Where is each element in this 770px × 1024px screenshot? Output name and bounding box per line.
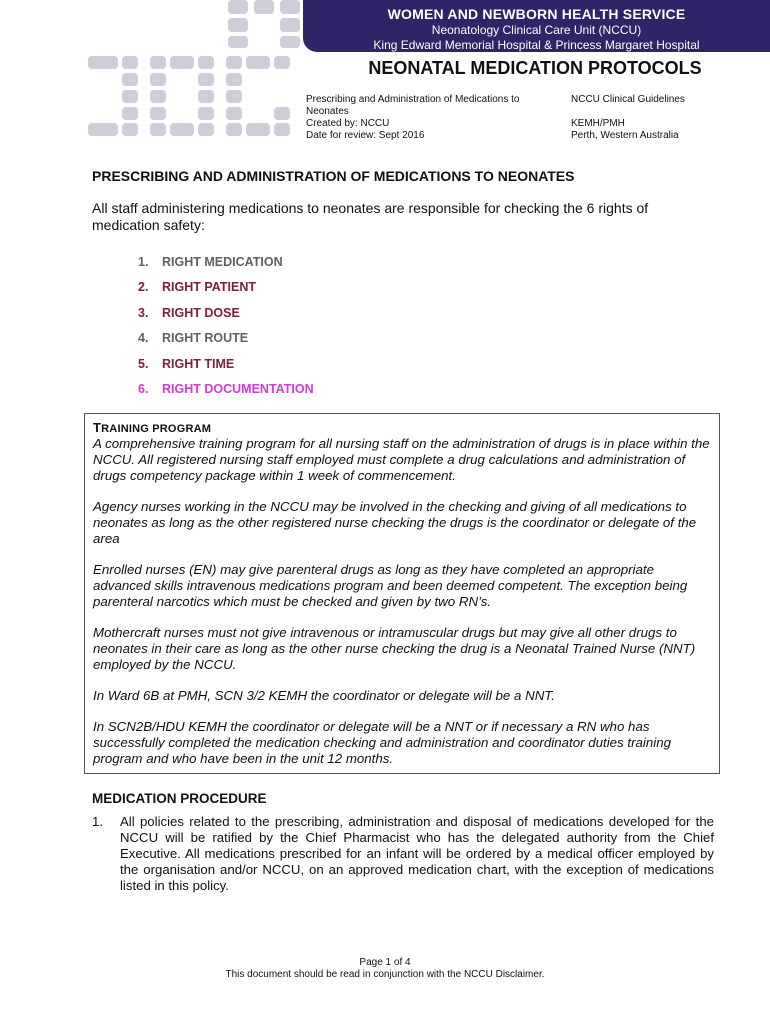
right-item: 3. RIGHT DOSE — [138, 305, 240, 320]
meta-left-line: Date for review: Sept 2016 — [306, 130, 425, 141]
header-banner — [303, 0, 770, 52]
meta-right-line: Perth, Western Australia — [571, 130, 679, 141]
training-title: TRAINING PROGRAM — [93, 420, 212, 435]
training-paragraph: Mothercraft nurses must not give intravenous or intramuscular drugs but may give all other drugs to neonates in their care as long as the other nurse checking the drug is a Neonatal Trained Nurse (NNT) employed by the NCCU. — [93, 625, 696, 672]
meta-right-line: KEMH/PMH — [571, 118, 625, 129]
right-item: 4. RIGHT ROUTE — [138, 331, 249, 346]
section-title: PRESCRIBING AND ADMINISTRATION OF MEDICATIONS TO NEONATES — [92, 168, 575, 184]
right-item: 1. RIGHT MEDICATION — [138, 255, 283, 269]
wnhs-logo — [0, 0, 300, 140]
unit-name: Neonatology Clinical Care Unit (NCCU) — [431, 23, 642, 37]
document-title: NEONATAL MEDICATION PROTOCOLS — [368, 58, 702, 78]
training-paragraph: Agency nurses working in the NCCU may be involved in the checking and giving of all medications to neonates as long as the other registered nurse checking the drugs is the coordinator or delegate of the area — [93, 499, 697, 546]
rights-list — [138, 254, 314, 406]
page-footer — [0, 957, 770, 981]
right-item: 2. RIGHT PATIENT — [138, 280, 256, 295]
training-program-box — [84, 413, 720, 774]
hospitals-name: King Edward Memorial Hospital & Princess Margaret Hospital — [373, 38, 700, 52]
meta-left-line: Prescribing and Administration of Medications to — [306, 94, 520, 105]
training-paragraph: Enrolled nurses (EN) may give parenteral drugs as long as they have completed an appropriate advanced skills intravenous medications program and been deemed competent. The exception being parenteral narcotics which must be checked and given by two RN’s. — [93, 562, 688, 609]
meta-left-line: Neonates — [306, 106, 349, 117]
meta-left — [306, 94, 546, 142]
training-paragraph: In Ward 6B at PMH, SCN 3/2 KEMH the coordinator or delegate will be a NNT. — [93, 688, 555, 703]
meta-left-line: Created by: NCCU — [306, 118, 390, 129]
organisation-name: WOMEN AND NEWBORN HEALTH SERVICE — [387, 6, 686, 22]
procedure-number: 1. — [92, 814, 103, 829]
right-item: 5. RIGHT TIME — [138, 356, 235, 371]
page-number: Page 1 of 4 — [359, 957, 411, 968]
procedure-text: All policies related to the prescribing, administration and disposal of medications developed for the NCCU will be ratified by the Chief Pharmacist who has the delegated authority from the Chief Executive. All medications prescribed for an infant will be ordered by a medical officer employed by the organisation and/or NCCU, on an approved medication chart, with the exception of medications listed in this policy. — [120, 814, 714, 893]
meta-right — [571, 94, 761, 142]
disclaimer-note: This document should be read in conjunction with the NCCU Disclaimer. — [225, 969, 545, 980]
right-item: 6. RIGHT DOCUMENTATION — [138, 381, 314, 396]
procedure-title: MEDICATION PROCEDURE — [92, 791, 267, 806]
intro-text: All staff administering medications to neonates are responsible for checking the 6 rights of medication safety: — [92, 200, 649, 233]
training-paragraph: In SCN2B/HDU KEMH the coordinator or delegate will be a NNT or if necessary a RN who has successfully completed the medication checking and administration and coordinator duties training program and who have been in the unit 12 months. — [93, 719, 671, 766]
training-paragraph: A comprehensive training program for all nursing staff on the administration of drugs is in place within the NCCU. All registered nursing staff employed must complete a drug calculations and administration of drugs competency package within 1 week of commencement. — [93, 436, 710, 483]
meta-right-line: NCCU Clinical Guidelines — [571, 94, 685, 105]
procedure-item — [92, 814, 714, 894]
